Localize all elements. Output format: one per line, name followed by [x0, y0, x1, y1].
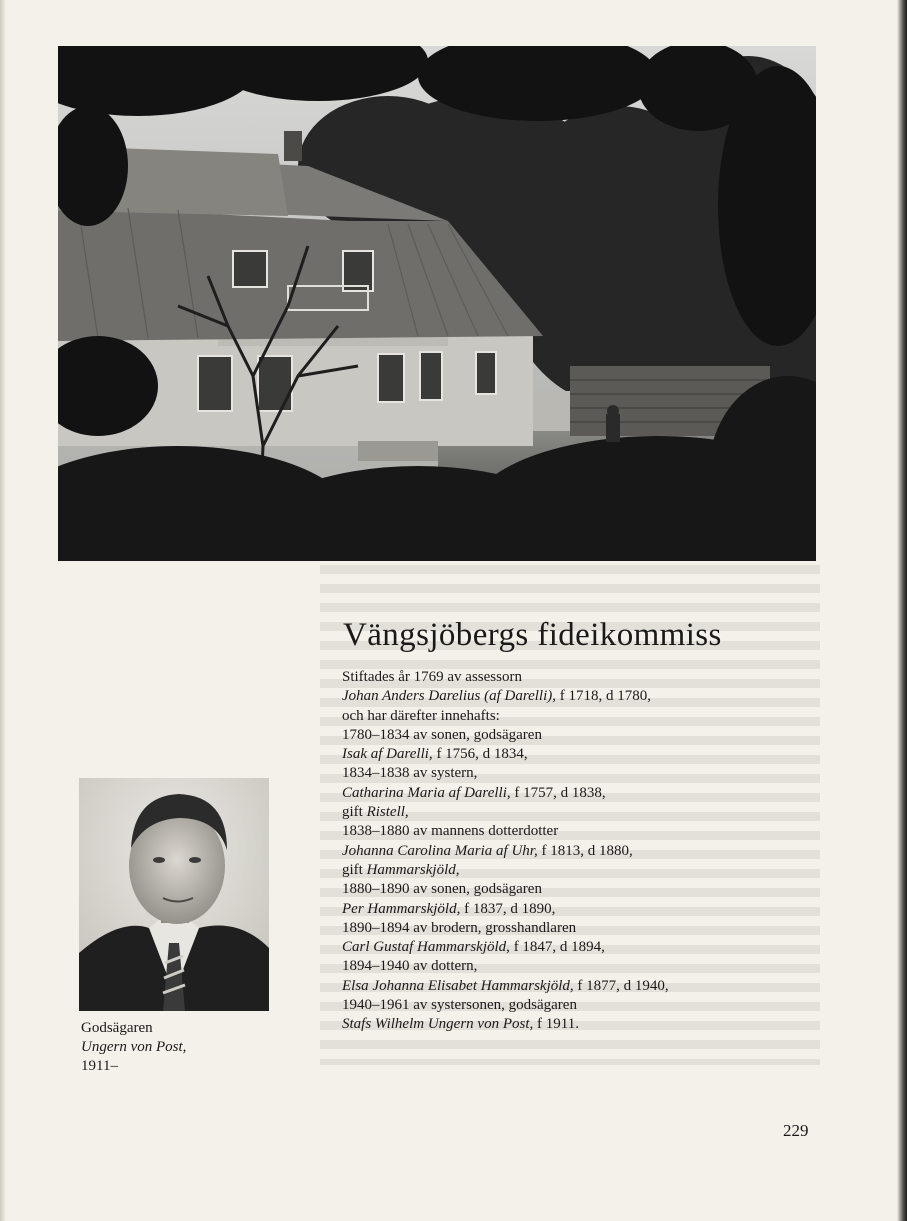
- body-line: och har därefter innehafts:: [342, 707, 500, 724]
- body-line: Carl Gustaf Hammarskjöld, f 1847, d 1894,: [342, 939, 605, 956]
- body-line: 1780–1834 av sonen, godsägaren: [342, 726, 542, 743]
- caption-line-name: Ungern von Post,: [81, 1039, 187, 1055]
- page-title: Vängsjöbergs fideikommiss: [343, 617, 722, 653]
- body-line: gift Ristell,: [342, 804, 409, 821]
- body-line: Johan Anders Darelius (af Darelli), f 1718, d 1780,: [342, 688, 652, 705]
- portrait-photo: [79, 778, 269, 1011]
- page-edge-left: [0, 0, 6, 1221]
- body-line: 1834–1838 av systern,: [342, 765, 478, 782]
- caption-line-title: Godsägaren: [81, 1020, 153, 1036]
- body-line: 1880–1890 av sonen, godsägaren: [342, 881, 542, 898]
- body-line: Stafs Wilhelm Ungern von Post, f 1911.: [342, 1016, 579, 1033]
- house-photo: [58, 46, 816, 561]
- body-line: Catharina Maria af Darelli, f 1757, d 1838,: [342, 784, 606, 801]
- page-number: 229: [783, 1121, 809, 1140]
- body-line: 1894–1940 av dottern,: [342, 958, 478, 975]
- body-line: Elsa Johanna Elisabet Hammarskjöld, f 1877, d 1940,: [342, 977, 669, 994]
- body-line: gift Hammarskjöld,: [342, 861, 460, 878]
- body-line: Isak af Darelli, f 1756, d 1834,: [342, 746, 528, 763]
- portrait-caption: [81, 1019, 186, 1076]
- page-edge-right: [897, 0, 907, 1221]
- body-line: Stiftades år 1769 av assessorn: [342, 669, 522, 685]
- body-line: 1940–1961 av systersonen, godsägaren: [342, 997, 577, 1014]
- body-text: [342, 668, 762, 1035]
- caption-line-year: 1911–: [81, 1058, 118, 1074]
- body-line: Per Hammarskjöld, f 1837, d 1890,: [342, 900, 556, 917]
- body-line: 1890–1894 av brodern, grosshandlaren: [342, 919, 577, 936]
- body-line: 1838–1880 av mannens dotterdotter: [342, 823, 559, 840]
- body-line: Johanna Carolina Maria af Uhr, f 1813, d 1880,: [342, 842, 633, 859]
